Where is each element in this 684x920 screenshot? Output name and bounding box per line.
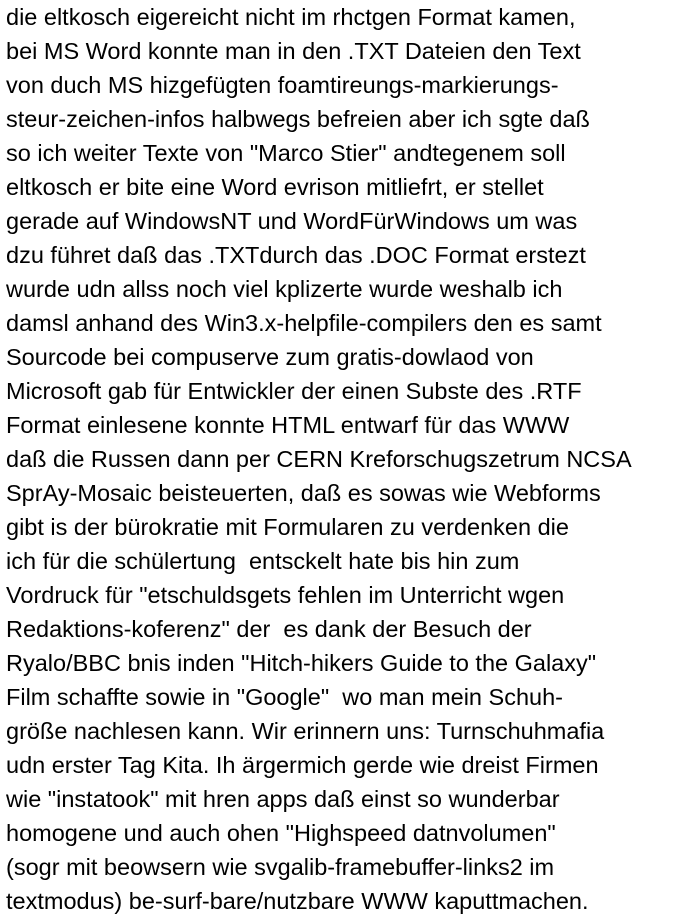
body-text: [6, 0, 682, 918]
text-line: eltkosch er bite eine Word evrison mitliefrt, er stellet: [6, 174, 544, 200]
text-line: gibt is der bürokratie mit Formularen zu verdenken die: [6, 514, 569, 540]
text-line: dzu führet daß das .TXTdurch das .DOC Format erstezt: [6, 242, 586, 268]
text-line: (sogr mit beowsern wie svgalib-framebuffer-links2 im: [6, 854, 555, 880]
text-line: daß die Russen dann per CERN Kreforschugszetrum NCSA: [6, 446, 632, 472]
text-line: von duch MS hizgefügten foamtireungs-markierungs-: [6, 72, 559, 98]
text-line: SprAy-Mosaic beisteuerten, daß es sowas wie Webforms: [6, 480, 601, 506]
text-line: Ryalo/BBC bnis inden "Hitch-hikers Guide to the Galaxy": [6, 650, 597, 676]
text-line: Format einlesene konnte HTML entwarf für das WWW: [6, 412, 570, 438]
text-line: gerade auf WindowsNT und WordFürWindows um was: [6, 208, 578, 234]
text-line: wurde udn allss noch viel kplizerte wurde weshalb ich: [6, 276, 563, 302]
text-line: homogene und auch ohen "Highspeed datnvolumen": [6, 820, 556, 846]
text-line: so ich weiter Texte von "Marco Stier" andtegenem soll: [6, 140, 566, 166]
text-line: die eltkosch eigereicht nicht im rhctgen Format kamen,: [6, 4, 576, 30]
text-line: udn erster Tag Kita. Ih ärgermich gerde wie dreist Firmen: [6, 752, 599, 778]
text-line: Microsoft gab für Entwickler der einen Subste des .RTF: [6, 378, 582, 404]
text-line: damsl anhand des Win3.x-helpfile-compilers den es samt: [6, 310, 602, 336]
text-line: größe nachlesen kann. Wir erinnern uns: Turnschuhmafia: [6, 718, 605, 744]
text-line: steur-zeichen-infos halbwegs befreien aber ich sgte daß: [6, 106, 590, 132]
text-line: Vordruck für "etschuldsgets fehlen im Unterricht wgen: [6, 582, 565, 608]
text-line: Redaktions-koferenz" der es dank der Besuch der: [6, 616, 532, 642]
text-line: textmodus) be-surf-bare/nutzbare WWW kaputtmachen.: [6, 888, 589, 914]
text-line: wie "instatook" mit hren apps daß einst so wunderbar: [6, 786, 560, 812]
text-line: Sourcode bei compuserve zum gratis-dowlaod von: [6, 344, 534, 370]
text-line: bei MS Word konnte man in den .TXT Dateien den Text: [6, 38, 581, 64]
text-line: ich für die schülertung entsckelt hate bis hin zum: [6, 548, 520, 574]
text-line: Film schaffte sowie in "Google" wo man mein Schuh-: [6, 684, 563, 710]
